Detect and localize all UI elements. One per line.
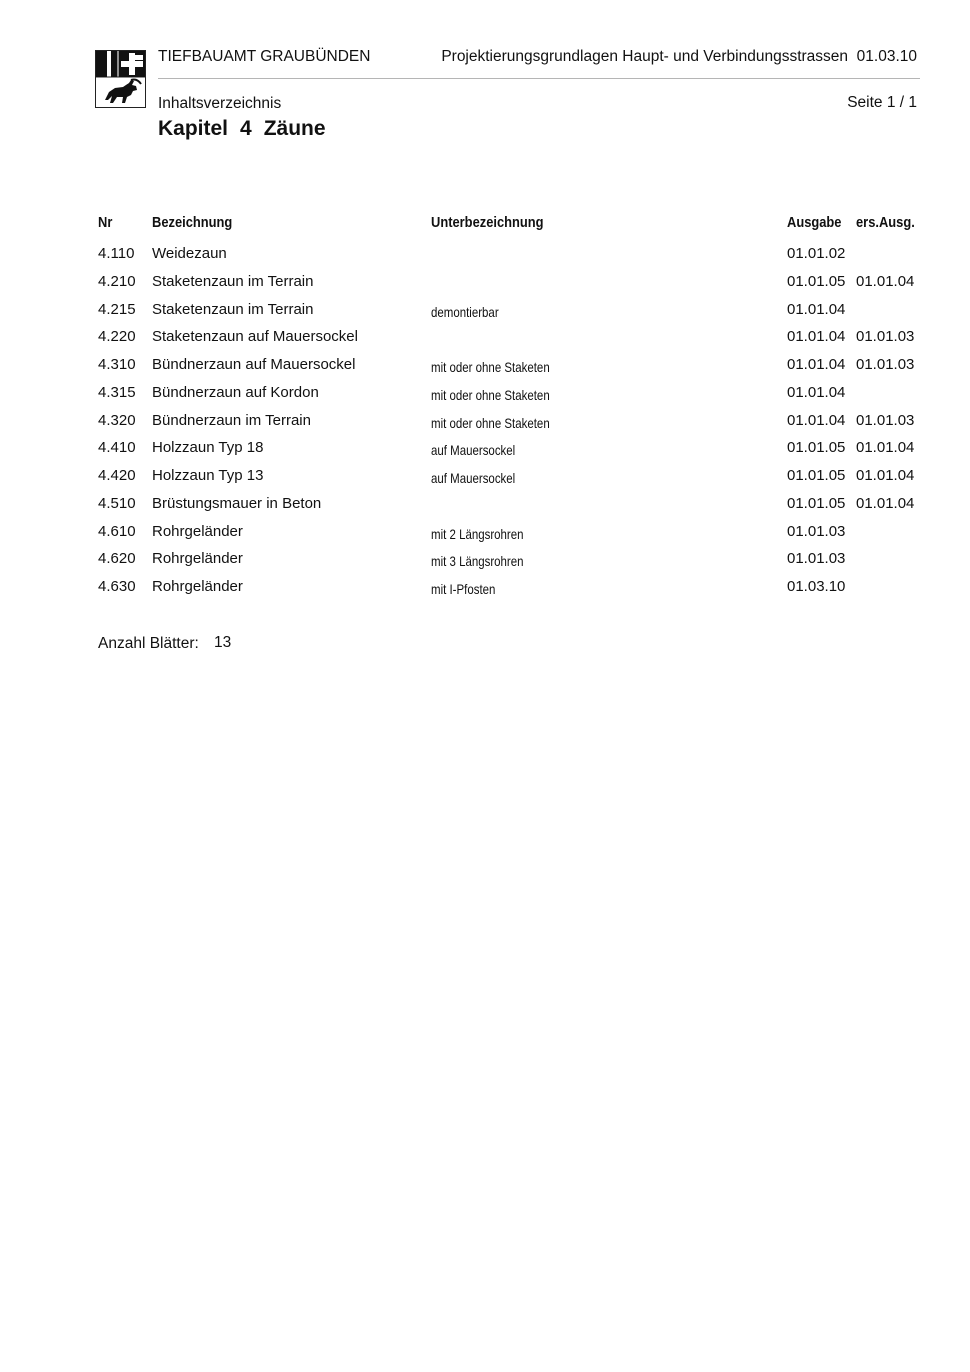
cell-ausgabe: 01.01.04 — [787, 300, 846, 318]
cell-nr: 4.320 — [98, 411, 136, 429]
cell-bezeichnung: Rohrgeländer — [152, 522, 243, 540]
page-number: Seite 1 / 1 — [847, 94, 917, 111]
cell-ausgabe: 01.01.05 — [787, 467, 846, 484]
column-header-unterbezeichnung: Unterbezeichnung — [431, 214, 544, 231]
table-row — [0, 495, 970, 523]
cell-ers-ausgabe: 01.01.04 — [856, 494, 915, 512]
cell-ausgabe: 01.01.04 — [787, 383, 846, 401]
cell-bezeichnung: Staketenzaun im Terrain — [152, 272, 314, 290]
table-row — [0, 384, 970, 412]
cell-ausgabe: 01.01.04 — [787, 356, 846, 373]
document-subject — [441, 48, 917, 66]
sheet-count-label: Anzahl Blätter: — [98, 635, 199, 652]
column-header-bezeichnung: Bezeichnung — [152, 214, 233, 231]
graubuenden-coat-of-arms-icon — [95, 50, 146, 108]
cell-bezeichnung: Bündnerzaun im Terrain — [152, 411, 311, 429]
cell-bezeichnung: Weidezaun — [152, 245, 227, 262]
cell-bezeichnung: Rohrgeländer — [152, 550, 243, 568]
cell-unterbezeichnung: auf Mauersockel — [431, 442, 516, 459]
sheet-count-value: 13 — [214, 634, 232, 651]
cell-nr: 4.410 — [98, 439, 136, 457]
table-row — [0, 550, 970, 578]
cell-ausgabe: 01.01.04 — [787, 411, 846, 429]
cell-ausgabe: 01.01.04 — [787, 328, 846, 346]
cell-bezeichnung: Bündnerzaun auf Mauersockel — [152, 356, 356, 373]
table-row — [0, 273, 970, 301]
cell-bezeichnung: Holzzaun Typ 13 — [152, 467, 264, 484]
cell-bezeichnung: Holzzaun Typ 18 — [152, 439, 264, 457]
cell-bezeichnung: Bündnerzaun auf Kordon — [152, 383, 319, 401]
cell-nr: 4.220 — [98, 328, 136, 346]
cell-unterbezeichnung: mit oder ohne Staketen — [431, 414, 550, 431]
cell-ausgabe: 01.01.05 — [787, 272, 846, 290]
cell-nr: 4.510 — [98, 494, 136, 512]
cell-ausgabe: 01.01.05 — [787, 439, 846, 457]
column-header-nr: Nr — [98, 214, 113, 231]
cell-ers-ausgabe: 01.01.04 — [856, 439, 915, 457]
cell-ausgabe: 01.01.05 — [787, 494, 846, 512]
cell-ausgabe: 01.01.03 — [787, 522, 846, 540]
cell-unterbezeichnung: mit oder ohne Staketen — [431, 386, 550, 403]
cell-ausgabe: 01.01.03 — [787, 550, 846, 568]
cell-nr: 4.215 — [98, 300, 136, 318]
cell-nr: 4.110 — [98, 245, 135, 262]
table-body — [0, 245, 970, 606]
document-date: 01.03.10 — [856, 48, 917, 65]
header-divider — [158, 78, 920, 79]
chapter-name: Zäune — [263, 117, 326, 140]
cell-nr: 4.210 — [98, 272, 136, 290]
cell-nr: 4.315 — [98, 383, 136, 401]
table-row — [0, 245, 970, 273]
cell-ers-ausgabe: 01.01.03 — [856, 356, 915, 373]
subject-text: Projektierungsgrundlagen Haupt- und Verbindungsstrassen — [441, 48, 849, 65]
cell-ers-ausgabe: 01.01.04 — [856, 272, 915, 290]
cell-ers-ausgabe: 01.01.03 — [856, 411, 915, 429]
table-row — [0, 356, 970, 384]
table-row — [0, 467, 970, 495]
chapter-number: 4 — [240, 117, 252, 140]
table-row — [0, 412, 970, 440]
cell-bezeichnung: Staketenzaun im Terrain — [152, 300, 314, 318]
column-header-ers-ausgabe: ers.Ausg. — [856, 214, 915, 231]
table-row — [0, 578, 970, 606]
cell-unterbezeichnung: demontierbar — [431, 303, 499, 320]
cell-unterbezeichnung: auf Mauersockel — [431, 470, 516, 486]
cell-ers-ausgabe: 01.01.04 — [856, 467, 915, 484]
cell-nr: 4.620 — [98, 550, 136, 568]
cell-bezeichnung: Brüstungsmauer in Beton — [152, 494, 322, 512]
cell-unterbezeichnung: mit 3 Längsrohren — [431, 553, 524, 570]
cell-nr: 4.420 — [98, 467, 136, 484]
chapter-title — [158, 117, 326, 141]
cell-unterbezeichnung: mit I-Pfosten — [431, 581, 496, 597]
column-header-ausgabe: Ausgabe — [787, 214, 842, 231]
table-row — [0, 523, 970, 551]
cell-unterbezeichnung: mit 2 Längsrohren — [431, 525, 524, 542]
cell-ers-ausgabe: 01.01.03 — [856, 328, 915, 346]
cell-unterbezeichnung: mit oder ohne Staketen — [431, 359, 550, 375]
table-row — [0, 328, 970, 356]
cell-ausgabe: 01.03.10 — [787, 578, 846, 595]
table-row — [0, 301, 970, 329]
cell-nr: 4.310 — [98, 356, 136, 373]
document-type: Inhaltsverzeichnis — [158, 95, 282, 112]
cell-bezeichnung: Staketenzaun auf Mauersockel — [152, 328, 358, 346]
table-row — [0, 439, 970, 467]
chapter-word: Kapitel — [158, 117, 229, 140]
cell-ausgabe: 01.01.02 — [787, 245, 846, 262]
cell-bezeichnung: Rohrgeländer — [152, 578, 243, 595]
organization-name: TIEFBAUAMT GRAUBÜNDEN — [158, 48, 371, 65]
cell-nr: 4.630 — [98, 578, 136, 595]
cell-nr: 4.610 — [98, 522, 136, 540]
